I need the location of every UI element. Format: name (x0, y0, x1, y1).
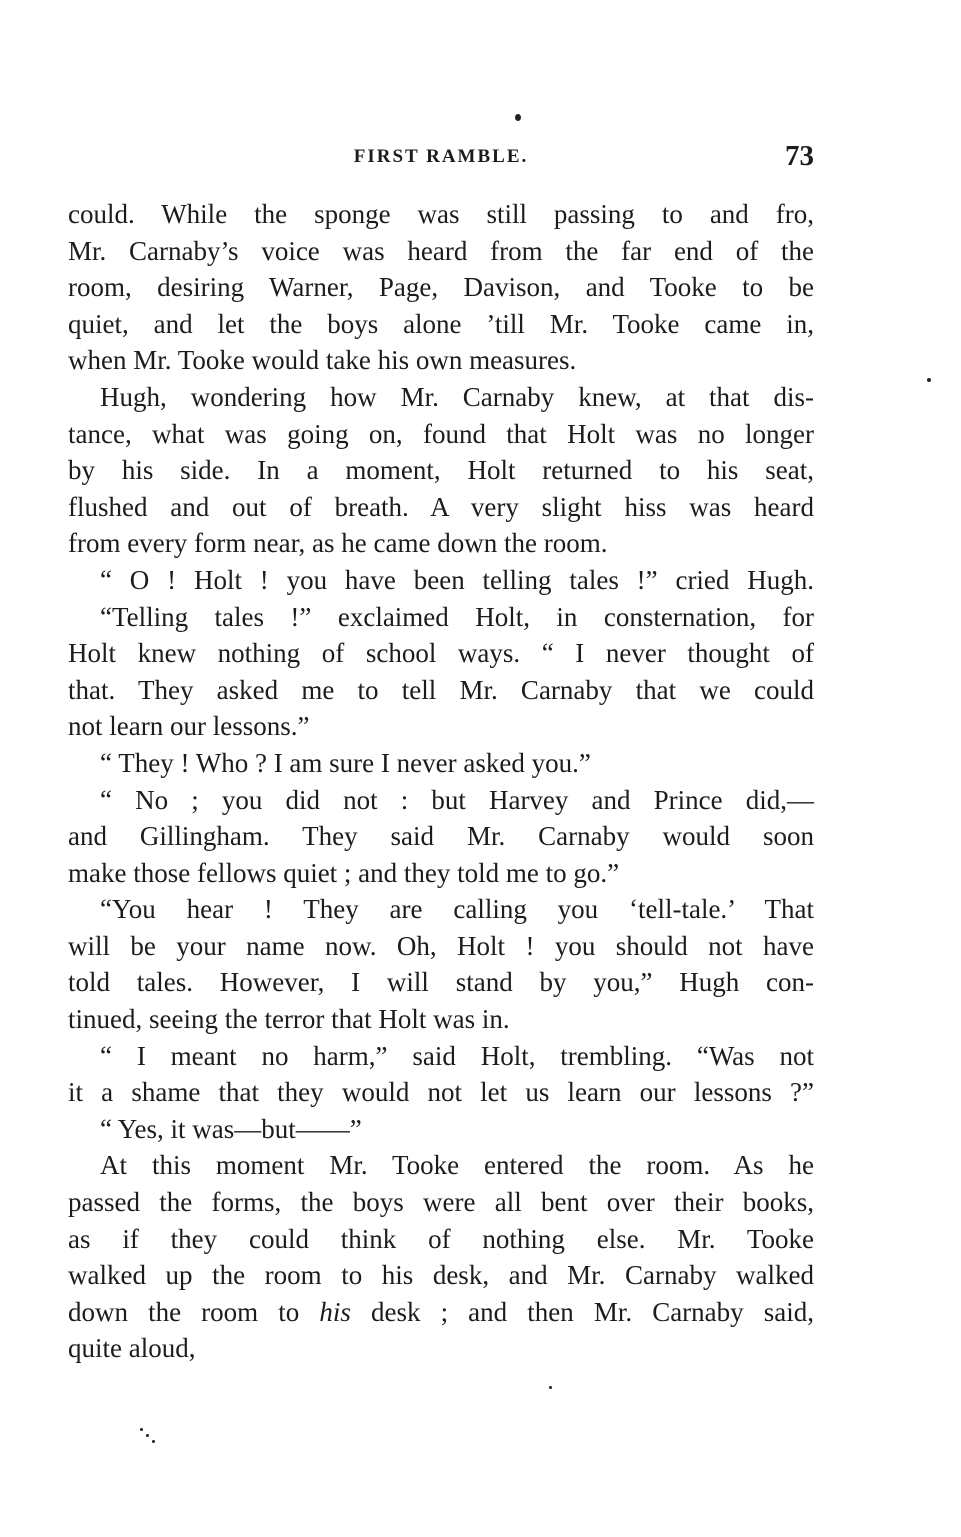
text-line: could. While the sponge was still passing to and fro, (68, 199, 814, 229)
text-line: “You hear ! They are calling you ‘tell-tale.’ That (100, 894, 814, 925)
page-header (68, 140, 814, 180)
text-line: that. They asked me to tell Mr. Carnaby that we could (68, 674, 814, 705)
text-line: passed the forms, the boys were all bent over their books, (68, 1187, 814, 1218)
ink-speck (549, 1386, 552, 1389)
text-line: as if they could think of nothing else. Mr. Tooke (68, 1223, 814, 1254)
text-line: “ I meant no harm,” said Holt, trembling. “Was not (100, 1040, 814, 1071)
text-line: will be your name now. Oh, Holt ! you should not have (68, 930, 814, 961)
ink-speck (146, 1434, 149, 1437)
ink-speck (152, 1440, 155, 1443)
text-line: “ O ! Holt ! you have been telling tales !” cried Hugh. (100, 564, 814, 595)
text-line: Holt knew nothing of school ways. “ I never thought of (68, 638, 814, 669)
text-line: At this moment Mr. Tooke entered the room. As he (100, 1150, 814, 1181)
text-line: quite aloud, (68, 1333, 196, 1364)
text-line: make those fellows quiet ; and they told me to go.” (68, 857, 620, 888)
text-line: “ Yes, it was—but——” (100, 1113, 362, 1144)
text-line: told tales. However, I will stand by you,” Hugh con- (68, 967, 814, 998)
text-line: down the room to his desk ; and then Mr. Carnaby said, (68, 1296, 814, 1327)
running-title: FIRST RAMBLE. (353, 146, 529, 167)
text-line: by his side. In a moment, Holt returned to his seat, (68, 455, 814, 486)
text-line: walked up the room to his desk, and Mr. Carnaby walked (68, 1260, 814, 1291)
text-line: “Telling tales !” exclaimed Holt, in consternation, for (100, 601, 814, 632)
text-line: room, desiring Warner, Page, Davison, and Tooke to be (68, 272, 814, 303)
ink-speck (927, 378, 931, 382)
text-line: it a shame that they would not let us learn our lessons ?” (68, 1077, 814, 1108)
text-line: Hugh, wondering how Mr. Carnaby knew, at that dis- (100, 381, 814, 412)
text-line: flushed and out of breath. A very slight hiss was heard (68, 491, 814, 522)
text-line: “ They ! Who ? I am sure I never asked you.” (100, 747, 591, 778)
text-line: tinued, seeing the terror that Holt was in. (68, 1004, 510, 1035)
text-line: tance, what was going on, found that Holt was no longer (68, 418, 814, 449)
text-line: from every form near, as he came down the room. (68, 528, 608, 559)
text-line: not learn our lessons.” (68, 711, 310, 742)
ink-speck (515, 114, 521, 121)
ink-speck (140, 1428, 143, 1431)
text-line: quiet, and let the boys alone ’till Mr. Tooke came in, (68, 308, 814, 339)
body-text (68, 196, 814, 1367)
text-line: Mr. Carnaby’s voice was heard from the far end of the (68, 235, 814, 266)
text-line: when Mr. Tooke would take his own measures. (68, 345, 577, 376)
page-number: 73 (785, 140, 814, 172)
emphasis: his (319, 1296, 351, 1327)
text-line: and Gillingham. They said Mr. Carnaby would soon (68, 821, 814, 852)
text-line: “ No ; you did not : but Harvey and Prince did,— (100, 784, 814, 815)
